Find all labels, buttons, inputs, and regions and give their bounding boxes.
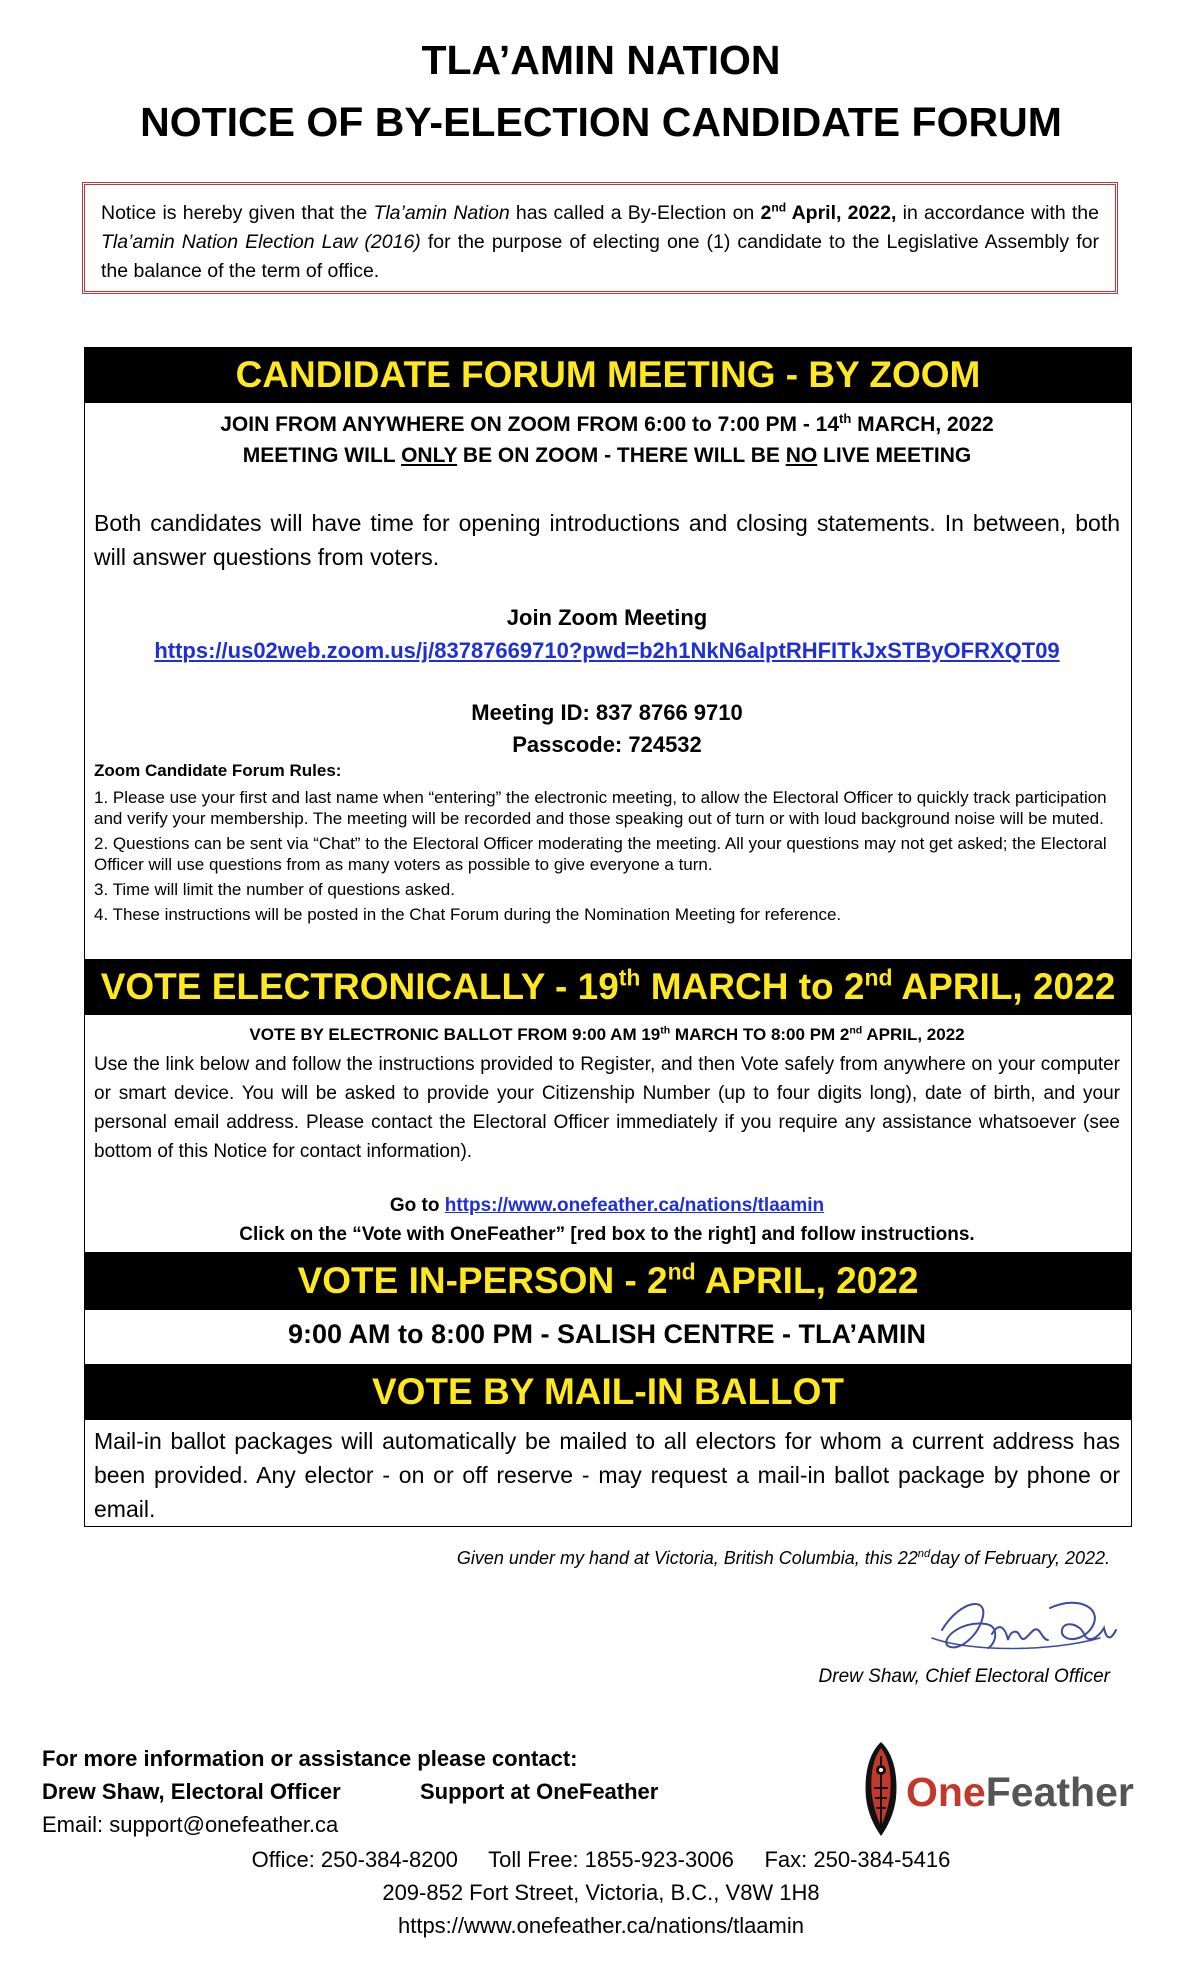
notice-date: 2nd April, 2022, [760, 200, 897, 224]
feather-icon [860, 1740, 902, 1838]
zoom-join-label: Join Zoom Meeting [506, 605, 708, 630]
contact-phones: Office: 250-384-8200 Toll Free: 1855-923-3006 Fax: 250-384-5416 [251, 1847, 951, 1872]
page-title-line2: NOTICE OF BY-ELECTION CANDIDATE FORUM [140, 99, 1062, 145]
notice-law: Tla’amin Nation Election Law (2016) [101, 231, 421, 253]
electronic-instructions: Use the link below and follow the instructions provided to Register, and then Vote safely from anywhere on your computer or smart device. You will be asked to provide your Citizenship Number (up to four digits long), date of birth, and your personal email address. Please contact the Electoral Officer immediately if you require any assistance whatsoever (see bottom of this Notice for contact information). [94, 1054, 1120, 1162]
notice-nation: Tla’amin Nation [373, 202, 510, 224]
mail-heading: VOTE BY MAIL-IN BALLOT [84, 1364, 1132, 1420]
forum-description: Both candidates will have time for opening introductions and closing statements. In between, both will answer questions from voters. [94, 510, 1120, 570]
contact-support: Support at OneFeather [420, 1779, 659, 1804]
rule-item: 1. Please use your first and last name when “entering” the electronic meeting, to allow the Electoral Officer to quickly track participation and verify your membership. The meeting will be recorded and those speaking out of turn or with loud background noise will be muted. [94, 788, 1107, 828]
in-person-heading: VOTE IN-PERSON - 2nd APRIL, 2022 [84, 1252, 1132, 1310]
page-title-line1: TLA’AMIN NATION [421, 37, 781, 83]
notice-text: for the purpose of electing one (1) candidate to the Legislative Assembly for the balance of the term of office. [101, 231, 1099, 282]
zoom-meeting-link[interactable]: https://us02web.zoom.us/j/83787669710?pwd=b2h1NkN6alptRHFITkJxSTByOFRXQT09 [154, 638, 1060, 663]
mail-text: Mail-in ballot packages will automatically be mailed to all electors for whom a current address has been provided. Any elector - on or off reserve - may request a mail-in ballot package by phone or email. [94, 1428, 1120, 1522]
rule-item: 4. These instructions will be posted in the Chat Forum during the Nomination Meeting for reference. [94, 905, 842, 924]
forum-only-line: MEETING WILL ONLY BE ON ZOOM - THERE WILL BE NO LIVE MEETING [242, 444, 972, 467]
onefeather-link[interactable]: https://www.onefeather.ca/nations/tlaamin [444, 1195, 825, 1216]
meeting-id: Meeting ID: 837 8766 9710 [471, 700, 743, 725]
rule-item: 3. Time will limit the number of questions asked. [94, 880, 455, 899]
notice-text: Notice is hereby given that the [101, 202, 374, 224]
electronic-go-to-line: Go to https://www.onefeather.ca/nations/tlaamin [389, 1195, 825, 1216]
contact-heading: For more information or assistance please contact: [42, 1746, 578, 1771]
forum-join-line: JOIN FROM ANYWHERE ON ZOOM FROM 6:00 to 7:00 PM - 14th MARCH, 2022 [220, 411, 994, 436]
electronic-heading: VOTE ELECTRONICALLY - 19th MARCH to 2nd APRIL, 2022 [84, 959, 1132, 1015]
contact-officer: Drew Shaw, Electoral Officer [42, 1779, 341, 1804]
rules-list [94, 787, 1120, 925]
electronic-ballot-line: VOTE BY ELECTRONIC BALLOT FROM 9:00 AM 19th MARCH TO 8:00 PM 2nd APRIL, 2022 [249, 1024, 965, 1044]
meeting-passcode: Passcode: 724532 [512, 732, 702, 757]
onefeather-logo: OneFeather [906, 1769, 1134, 1815]
rules-heading: Zoom Candidate Forum Rules: [94, 761, 342, 780]
notice-text: has called a By-Election on [509, 202, 761, 224]
notice-text: in accordance with the [896, 202, 1099, 224]
electronic-click-line: Click on the “Vote with OneFeather” [red box to the right] and follow instructions. [239, 1224, 975, 1245]
in-person-details: 9:00 AM to 8:00 PM - SALISH CENTRE - TLA’AMIN [287, 1319, 927, 1349]
contact-website: https://www.onefeather.ca/nations/tlaamin [397, 1913, 804, 1938]
signature [930, 1590, 1120, 1670]
rule-item: 2. Questions can be sent via “Chat” to the Electoral Officer moderating the meeting. All your questions may not get asked; the Electoral Officer will use questions from as many voters as possible to give everyone a turn. [94, 834, 1107, 874]
signer-name: Drew Shaw, Chief Electoral Officer [818, 1666, 1110, 1687]
contact-address: 209-852 Fort Street, Victoria, B.C., V8W 1H8 [382, 1880, 820, 1905]
given-line: Given under my hand at Victoria, British Columbia, this 22ndday of February, 2022. [456, 1548, 1110, 1568]
notice-box [82, 182, 1118, 294]
forum-heading: CANDIDATE FORUM MEETING - BY ZOOM [84, 347, 1132, 403]
contact-email: Email: support@onefeather.ca [42, 1812, 339, 1837]
